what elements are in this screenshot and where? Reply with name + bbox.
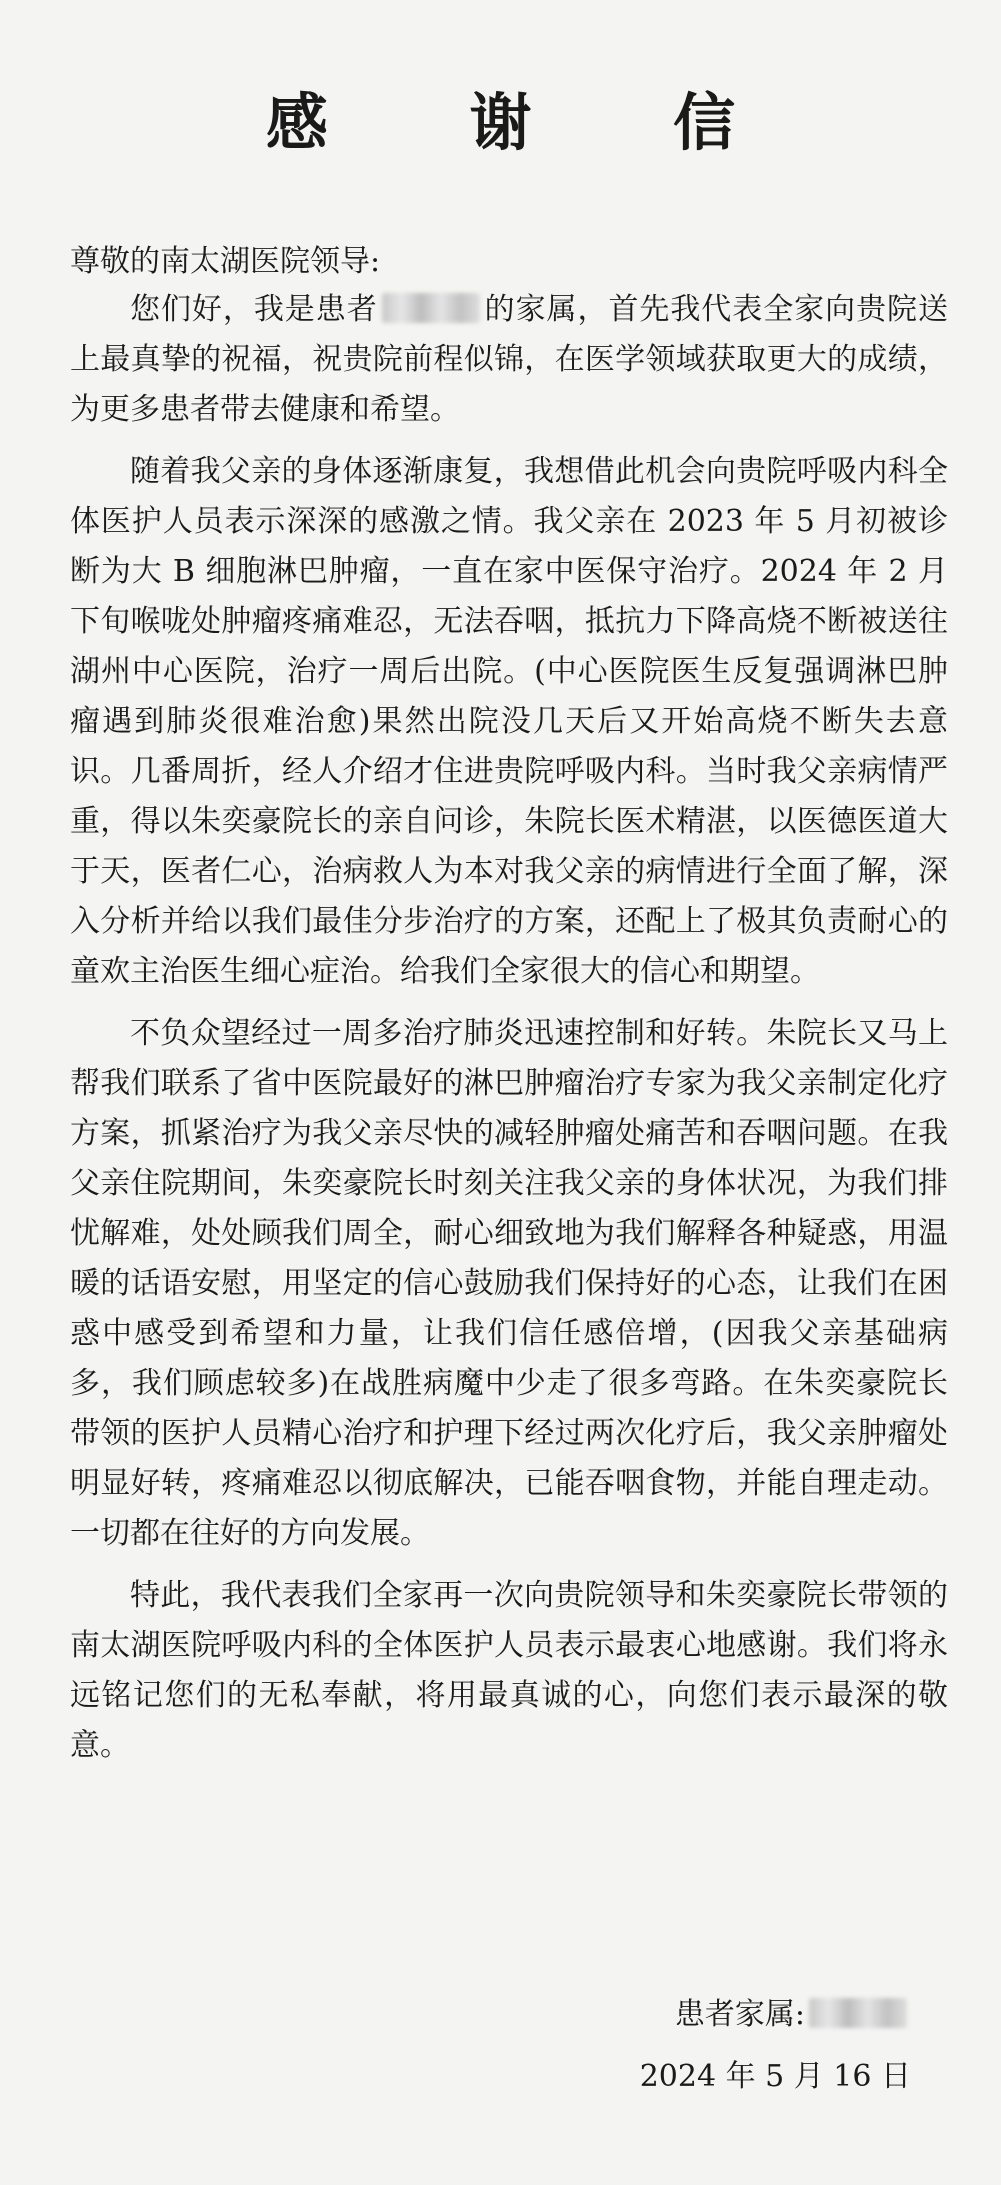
- paragraph-thanks: 特此，我代表我们全家再一次向贵院领导和朱奕豪院长带领的南太湖医院呼吸内科的全体医护人员表示最衷心地感谢。我们将永远铭记您们的无私奉献，将用最真诚的心，向您们表示最深的敬意。: [70, 1578, 948, 1763]
- letter-title: 感 谢 信: [265, 86, 796, 159]
- signature-line: [640, 1990, 911, 2040]
- paragraph-recovery: 不负众望经过一周多治疗肺炎迅速控制和好转。朱院长又马上帮我们联系了省中医院最好的淋巴肿瘤治疗专家为我父亲制定化疗方案，抓紧治疗为我父亲尽快的减轻肿瘤处痛苦和吞咽问题。在我父亲住院期间，朱奕豪院长时刻关注我父亲的身体状况，为我们排忧解难，处处顾我们周全，耐心细致地为我们解释各种疑惑，用温暖的话语安慰，用坚定的信心鼓励我们保持好的心态，让我们在困惑中感受到希望和力量，让我们信任感倍增，(因我父亲基础病多，我们顾虑较多)在战胜病魔中少走了很多弯路。在朱奕豪院长带领的医护人员精心治疗和护理下经过两次化疗后，我父亲肿瘤处明显好转，疼痛难忍以彻底解决，已能吞咽食物，并能自理走动。一切都在往好的方向发展。: [70, 1016, 948, 1551]
- paragraph-treatment-history: 随着我父亲的身体逐渐康复，我想借此机会向贵院呼吸内科全体医护人员表示深深的感激之情。我父亲在 2023 年 5 月初被诊断为大 B 细胞淋巴肿瘤，一直在家中医保守治疗。2024 年 2 月下旬喉咙处肿瘤疼痛难忍，无法吞咽，抵抗力下降高烧不断被送往湖州中心医院，治疗一周后出院。(中心医院医生反复强调淋巴肿瘤遇到肺炎很难治愈)果然出院没几天后又开始高烧不断失去意识。几番周折，经人介绍才住进贵院呼吸内科。当时我父亲病情严重，得以朱奕豪院长的亲自问诊，朱院长医术精湛，以医德医道大于天，医者仁心，治病救人为本对我父亲的病情进行全面了解，深入分析并给以我们最佳分步治疗的方案，还配上了极其负责耐心的童欢主治医生细心症治。给我们全家很大的信心和期望。: [70, 454, 948, 989]
- letter-date: 2024 年 5 月 16 日: [639, 2059, 911, 2094]
- greeting-text-before: 您们好，我是患者: [130, 292, 378, 327]
- salutation: 尊敬的南太湖医院领导:: [70, 244, 381, 279]
- paragraph-greeting: [70, 285, 948, 435]
- redacted-patient-name: [382, 293, 480, 323]
- signature-block: [640, 1990, 911, 2102]
- letter-body: [70, 285, 948, 1783]
- redacted-family-name: [809, 1998, 907, 2028]
- greeting-text-after: 的家属，首先我代表全家向贵院送上最真挚的祝福，祝贵院前程似锦，在医学领域获取更大的成绩，为更多患者带去健康和希望。: [70, 292, 949, 427]
- signature-label: 患者家属:: [674, 1997, 805, 2032]
